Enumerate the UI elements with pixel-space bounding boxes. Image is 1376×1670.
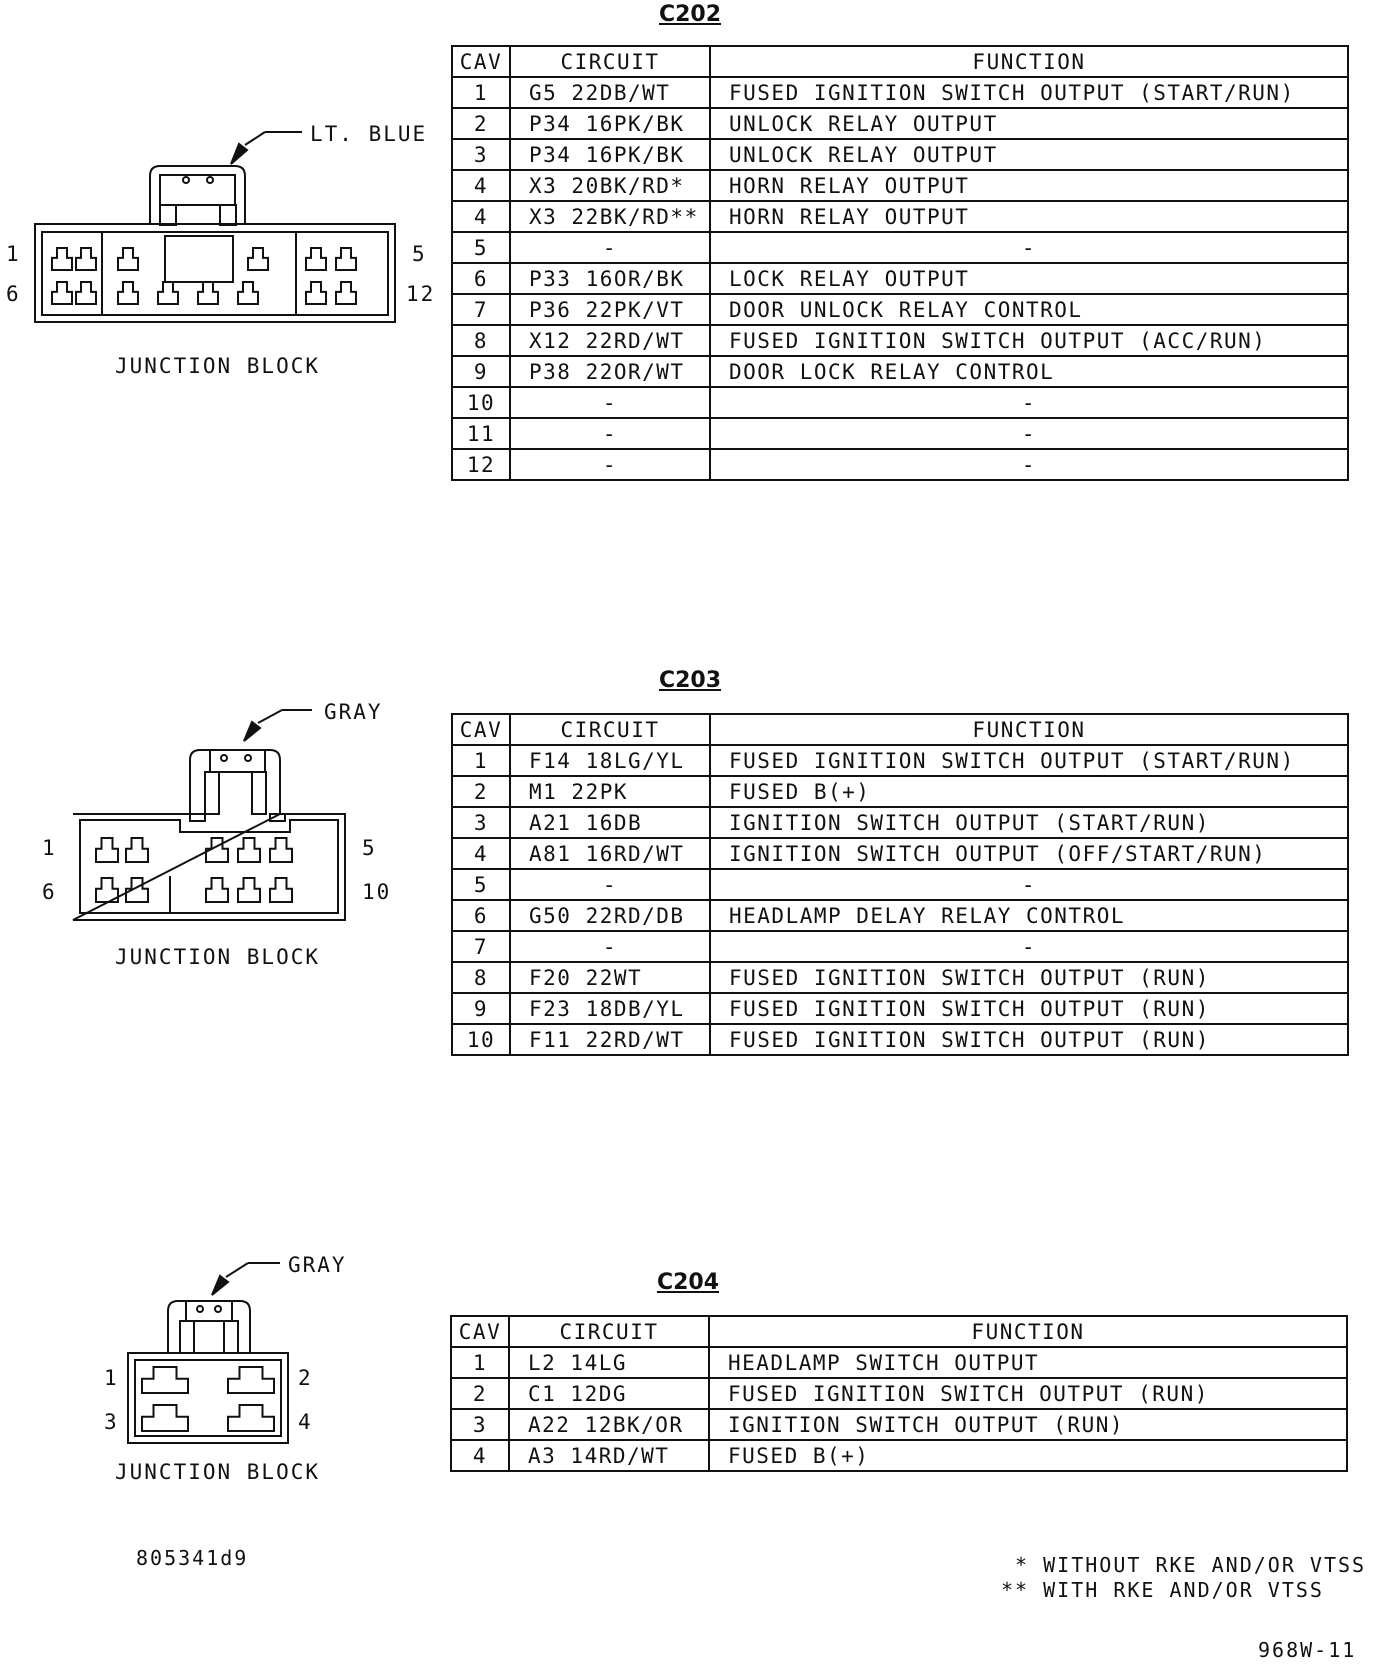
cav-cell: 1 bbox=[451, 1347, 509, 1378]
cav-cell: 3 bbox=[451, 1409, 509, 1440]
terminal-cavity bbox=[270, 878, 292, 902]
table-row bbox=[452, 900, 1348, 931]
connector-c202-diagram bbox=[0, 120, 430, 360]
table-row bbox=[452, 1024, 1348, 1055]
cav-cell: 8 bbox=[452, 325, 510, 356]
table-row bbox=[452, 356, 1348, 387]
junction-block-label: JUNCTION BLOCK bbox=[115, 945, 321, 969]
circuit-cell: - bbox=[510, 869, 710, 900]
function-cell: FUSED IGNITION SWITCH OUTPUT (START/RUN) bbox=[710, 77, 1348, 108]
function-cell: - bbox=[710, 232, 1348, 263]
cav-cell: 4 bbox=[451, 1440, 509, 1471]
circuit-cell: F23 18DB/YL bbox=[510, 993, 710, 1024]
terminal-cavity bbox=[142, 1367, 188, 1393]
terminal-cavity bbox=[306, 248, 326, 270]
cav-cell: 5 bbox=[452, 232, 510, 263]
circuit-cell: P34 16PK/BK bbox=[510, 139, 710, 170]
connector-color-label: GRAY bbox=[288, 1253, 347, 1277]
figure-code: 968W-11 bbox=[1258, 1638, 1357, 1662]
pin-label: 5 bbox=[412, 242, 427, 266]
connector-title: C204 bbox=[656, 1270, 720, 1295]
header-circuit: CIRCUIT bbox=[509, 1316, 709, 1347]
cav-cell: 4 bbox=[452, 170, 510, 201]
terminal-cavity bbox=[198, 282, 218, 304]
circuit-cell: F20 22WT bbox=[510, 962, 710, 993]
function-cell: UNLOCK RELAY OUTPUT bbox=[710, 139, 1348, 170]
cav-cell: 7 bbox=[452, 931, 510, 962]
pin-label: 1 bbox=[6, 242, 21, 266]
table-row bbox=[452, 139, 1348, 170]
circuit-cell: A22 12BK/OR bbox=[509, 1409, 709, 1440]
circuit-cell: - bbox=[510, 449, 710, 480]
terminal-cavity bbox=[142, 1405, 188, 1431]
table-row bbox=[451, 1347, 1347, 1378]
function-cell: FUSED IGNITION SWITCH OUTPUT (START/RUN) bbox=[710, 745, 1348, 776]
pin-label: 12 bbox=[406, 282, 436, 306]
function-cell: FUSED IGNITION SWITCH OUTPUT (ACC/RUN) bbox=[710, 325, 1348, 356]
function-cell: - bbox=[710, 449, 1348, 480]
cav-cell: 5 bbox=[452, 869, 510, 900]
pin-label: 1 bbox=[42, 836, 57, 860]
function-cell: FUSED IGNITION SWITCH OUTPUT (RUN) bbox=[710, 962, 1348, 993]
function-cell: IGNITION SWITCH OUTPUT (RUN) bbox=[709, 1409, 1347, 1440]
connector-c204-diagram bbox=[0, 1245, 430, 1445]
pin-label: 3 bbox=[104, 1410, 119, 1434]
table-row bbox=[452, 170, 1348, 201]
cav-cell: 1 bbox=[452, 745, 510, 776]
connector-color-label: LT. BLUE bbox=[310, 122, 428, 146]
table-row bbox=[452, 838, 1348, 869]
circuit-cell: F11 22RD/WT bbox=[510, 1024, 710, 1055]
terminal-cavity bbox=[76, 282, 96, 304]
circuit-cell: A3 14RD/WT bbox=[509, 1440, 709, 1471]
terminal-cavity bbox=[228, 1367, 274, 1393]
function-cell: UNLOCK RELAY OUTPUT bbox=[710, 108, 1348, 139]
table-row bbox=[451, 1409, 1347, 1440]
table-header-row bbox=[452, 46, 1348, 77]
terminal-cavity bbox=[96, 838, 118, 862]
function-cell: FUSED B(+) bbox=[709, 1440, 1347, 1471]
cav-cell: 10 bbox=[452, 1024, 510, 1055]
table-row bbox=[452, 108, 1348, 139]
table-row bbox=[451, 1440, 1347, 1471]
function-cell: IGNITION SWITCH OUTPUT (START/RUN) bbox=[710, 807, 1348, 838]
circuit-cell: P34 16PK/BK bbox=[510, 108, 710, 139]
pin-label: 1 bbox=[104, 1366, 119, 1390]
circuit-cell: - bbox=[510, 931, 710, 962]
table-header-row bbox=[452, 714, 1348, 745]
circuit-cell: L2 14LG bbox=[509, 1347, 709, 1378]
terminal-cavity bbox=[336, 248, 356, 270]
connector-title: C202 bbox=[658, 2, 722, 27]
table-row bbox=[452, 869, 1348, 900]
header-cav: CAV bbox=[451, 1316, 509, 1347]
circuit-cell: G5 22DB/WT bbox=[510, 77, 710, 108]
table-row bbox=[451, 1378, 1347, 1409]
function-cell: FUSED IGNITION SWITCH OUTPUT (RUN) bbox=[709, 1378, 1347, 1409]
cav-cell: 7 bbox=[452, 294, 510, 325]
table-row bbox=[452, 931, 1348, 962]
function-cell: IGNITION SWITCH OUTPUT (OFF/START/RUN) bbox=[710, 838, 1348, 869]
connector-color-label: GRAY bbox=[324, 700, 383, 724]
circuit-cell: X3 20BK/RD* bbox=[510, 170, 710, 201]
pin-label: 10 bbox=[362, 880, 392, 904]
table-header-row bbox=[451, 1316, 1347, 1347]
function-cell: FUSED B(+) bbox=[710, 776, 1348, 807]
terminal-cavity bbox=[126, 878, 148, 902]
cav-cell: 6 bbox=[452, 900, 510, 931]
pinout-table-c202 bbox=[451, 45, 1349, 481]
table-row bbox=[452, 201, 1348, 232]
header-cav: CAV bbox=[452, 714, 510, 745]
function-cell: FUSED IGNITION SWITCH OUTPUT (RUN) bbox=[710, 1024, 1348, 1055]
pinout-table-c203 bbox=[451, 713, 1349, 1056]
circuit-cell: P38 22OR/WT bbox=[510, 356, 710, 387]
cav-cell: 4 bbox=[452, 201, 510, 232]
pinout-table-c204 bbox=[450, 1315, 1348, 1472]
terminal-cavity bbox=[228, 1405, 274, 1431]
terminal-cavity bbox=[76, 248, 96, 270]
pin-label: 5 bbox=[362, 836, 377, 860]
junction-block-label: JUNCTION BLOCK bbox=[115, 354, 321, 378]
function-cell: - bbox=[710, 387, 1348, 418]
function-cell: - bbox=[710, 418, 1348, 449]
header-circuit: CIRCUIT bbox=[510, 714, 710, 745]
function-cell: HEADLAMP SWITCH OUTPUT bbox=[709, 1347, 1347, 1378]
function-cell: - bbox=[710, 869, 1348, 900]
circuit-cell: P33 16OR/BK bbox=[510, 263, 710, 294]
header-circuit: CIRCUIT bbox=[510, 46, 710, 77]
function-cell: - bbox=[710, 931, 1348, 962]
terminal-cavity bbox=[238, 282, 258, 304]
terminal-cavity bbox=[52, 282, 72, 304]
cav-cell: 2 bbox=[452, 108, 510, 139]
circuit-cell: A81 16RD/WT bbox=[510, 838, 710, 869]
cav-cell: 11 bbox=[452, 418, 510, 449]
circuit-cell: - bbox=[510, 232, 710, 263]
circuit-cell: C1 12DG bbox=[509, 1378, 709, 1409]
header-function: FUNCTION bbox=[710, 714, 1348, 745]
circuit-cell: - bbox=[510, 418, 710, 449]
table-row bbox=[452, 387, 1348, 418]
table-row bbox=[452, 418, 1348, 449]
table-row bbox=[452, 232, 1348, 263]
cav-cell: 3 bbox=[452, 139, 510, 170]
header-function: FUNCTION bbox=[709, 1316, 1347, 1347]
table-row bbox=[452, 294, 1348, 325]
circuit-cell: X3 22BK/RD** bbox=[510, 201, 710, 232]
table-row bbox=[452, 745, 1348, 776]
table-row bbox=[452, 325, 1348, 356]
function-cell: FUSED IGNITION SWITCH OUTPUT (RUN) bbox=[710, 993, 1348, 1024]
circuit-cell: F14 18LG/YL bbox=[510, 745, 710, 776]
circuit-cell: A21 16DB bbox=[510, 807, 710, 838]
table-row bbox=[452, 962, 1348, 993]
table-row bbox=[452, 993, 1348, 1024]
table-row bbox=[452, 449, 1348, 480]
terminal-cavity bbox=[118, 282, 138, 304]
pin-label: 4 bbox=[298, 1410, 313, 1434]
terminal-cavity bbox=[206, 878, 228, 902]
table-row bbox=[452, 263, 1348, 294]
terminal-cavity bbox=[126, 838, 148, 862]
cav-cell: 3 bbox=[452, 807, 510, 838]
header-cav: CAV bbox=[452, 46, 510, 77]
cav-cell: 2 bbox=[452, 776, 510, 807]
cav-cell: 4 bbox=[452, 838, 510, 869]
terminal-cavity bbox=[52, 248, 72, 270]
junction-block-label: JUNCTION BLOCK bbox=[115, 1460, 321, 1484]
drawing-id: 805341d9 bbox=[136, 1546, 249, 1570]
cav-cell: 8 bbox=[452, 962, 510, 993]
cav-cell: 6 bbox=[452, 263, 510, 294]
terminal-cavity bbox=[336, 282, 356, 304]
header-function: FUNCTION bbox=[710, 46, 1348, 77]
terminal-cavity bbox=[248, 248, 268, 270]
footnote-without-rke: * WITHOUT RKE AND/OR VTSS bbox=[1001, 1553, 1367, 1577]
cav-cell: 1 bbox=[452, 77, 510, 108]
function-cell: HORN RELAY OUTPUT bbox=[710, 201, 1348, 232]
cav-cell: 2 bbox=[451, 1378, 509, 1409]
pin-label: 2 bbox=[298, 1366, 313, 1390]
function-cell: DOOR UNLOCK RELAY CONTROL bbox=[710, 294, 1348, 325]
cav-cell: 12 bbox=[452, 449, 510, 480]
cav-cell: 9 bbox=[452, 993, 510, 1024]
table-row bbox=[452, 807, 1348, 838]
cav-cell: 10 bbox=[452, 387, 510, 418]
cav-cell: 9 bbox=[452, 356, 510, 387]
table-row bbox=[452, 77, 1348, 108]
circuit-cell: P36 22PK/VT bbox=[510, 294, 710, 325]
circuit-cell: M1 22PK bbox=[510, 776, 710, 807]
pin-label: 6 bbox=[6, 282, 21, 306]
terminal-cavity bbox=[270, 838, 292, 862]
terminal-cavity bbox=[158, 282, 178, 304]
terminal-cavity bbox=[238, 838, 260, 862]
function-cell: HORN RELAY OUTPUT bbox=[710, 170, 1348, 201]
terminal-cavity bbox=[238, 878, 260, 902]
terminal-cavity bbox=[118, 248, 138, 270]
pin-label: 6 bbox=[42, 880, 57, 904]
function-cell: DOOR LOCK RELAY CONTROL bbox=[710, 356, 1348, 387]
function-cell: LOCK RELAY OUTPUT bbox=[710, 263, 1348, 294]
function-cell: HEADLAMP DELAY RELAY CONTROL bbox=[710, 900, 1348, 931]
table-row bbox=[452, 776, 1348, 807]
terminal-cavity bbox=[306, 282, 326, 304]
circuit-cell: G50 22RD/DB bbox=[510, 900, 710, 931]
connector-title: C203 bbox=[658, 668, 722, 693]
circuit-cell: - bbox=[510, 387, 710, 418]
circuit-cell: X12 22RD/WT bbox=[510, 325, 710, 356]
footnote-with-rke: ** WITH RKE AND/OR VTSS bbox=[1001, 1578, 1324, 1602]
